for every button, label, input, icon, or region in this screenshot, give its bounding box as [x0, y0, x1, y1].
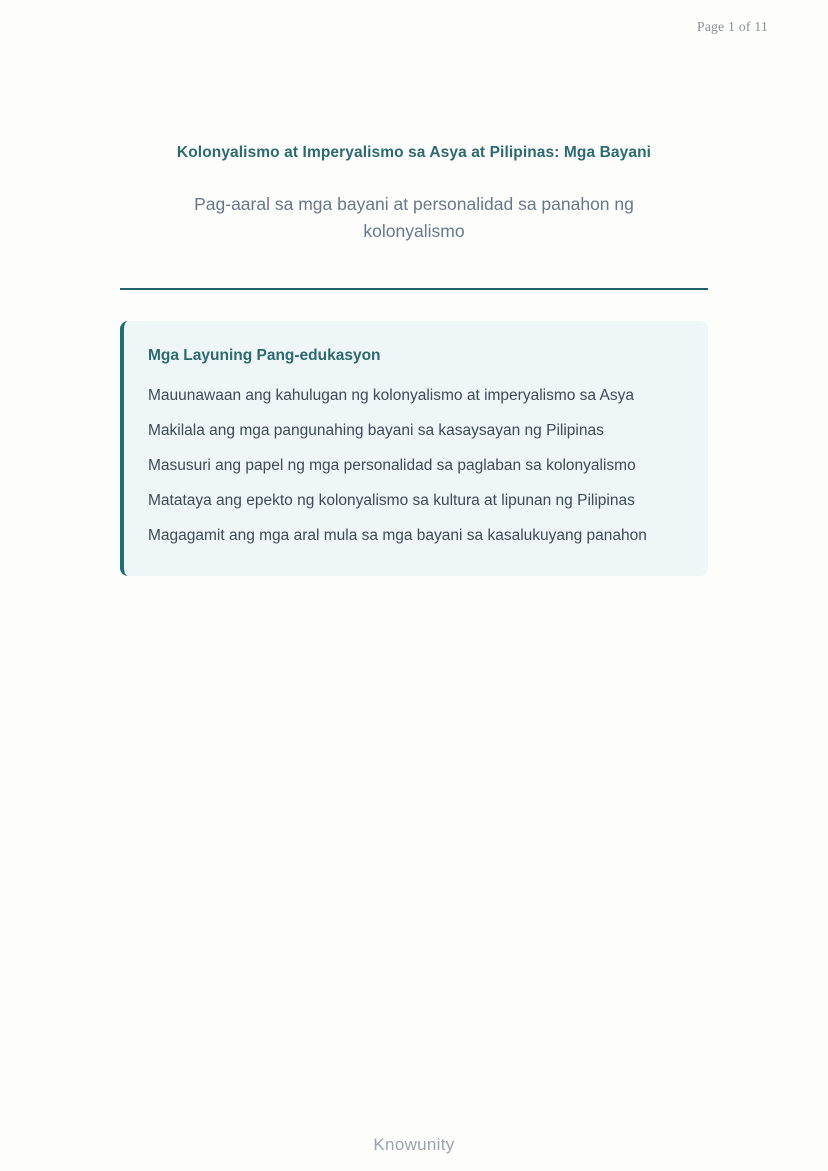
objective-item: Masusuri ang papel ng mga personalidad sa paglaban sa kolonyalismo	[148, 457, 636, 474]
document-subtitle: Pag-aaral sa mga bayani at personalidad sa panahon ng kolonyalismo	[194, 194, 634, 241]
document-content	[0, 143, 828, 576]
page-footer	[0, 1135, 828, 1155]
objectives-list	[148, 385, 684, 546]
document-title: Kolonyalismo at Imperyalismo sa Asya at Pilipinas: Mga Bayani	[176, 144, 652, 161]
brand-watermark: Knowunity	[373, 1135, 455, 1154]
objective-item: Makilala ang mga pangunahing bayani sa kasaysayan ng Pilipinas	[148, 422, 604, 439]
objective-item: Matataya ang epekto ng kolonyalismo sa kultura at lipunan ng Pilipinas	[148, 492, 635, 509]
objectives-heading: Mga Layuning Pang-edukasyon	[148, 347, 381, 364]
title-divider	[120, 288, 708, 290]
page-number-indicator: Page 1 of 11	[697, 19, 768, 34]
objective-item: Mauunawaan ang kahulugan ng kolonyalismo at imperyalismo sa Asya	[148, 387, 634, 404]
objectives-box	[120, 321, 708, 576]
objective-item: Magagamit ang mga aral mula sa mga bayani sa kasalukuyang panahon	[148, 527, 647, 544]
